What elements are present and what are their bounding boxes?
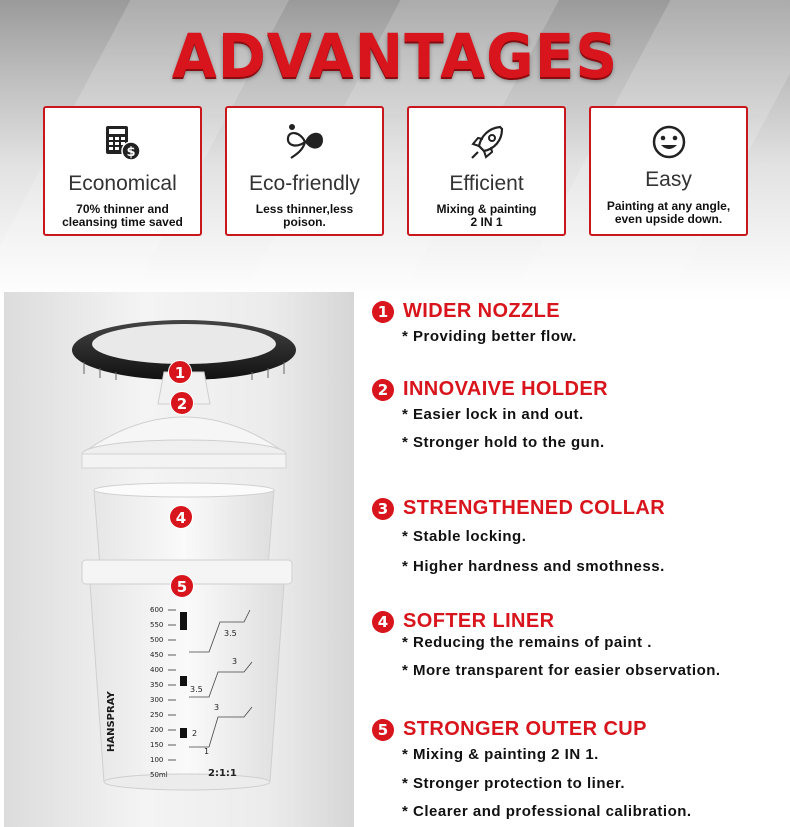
feature-title: INNOVAIVE HOLDER — [403, 378, 608, 400]
feature-number: 5 — [372, 719, 394, 741]
ratio-mark: 3 — [232, 657, 238, 666]
scale-label: 500 — [150, 636, 164, 644]
feature-4-heading — [372, 610, 554, 633]
scale-label: 400 — [150, 666, 164, 674]
card-desc-line2: poison. — [283, 215, 326, 229]
svg-text:$: $ — [125, 145, 136, 160]
card-desc-line2: 2 IN 1 — [470, 215, 503, 229]
ratio-mark: 1 — [204, 747, 210, 756]
ratio-label: 2:1:1 — [208, 768, 237, 779]
lid-with-nozzle — [82, 372, 286, 468]
ratio-mark: 3 — [214, 703, 220, 712]
feature-number: 1 — [372, 301, 394, 323]
card-economical — [43, 106, 202, 236]
feature-title: STRONGER OUTER CUP — [403, 718, 647, 740]
card-title: Eco-friendly — [249, 172, 360, 195]
page-title: ADVANTAGES — [171, 20, 619, 92]
card-desc-line1: Mixing & painting — [436, 202, 537, 216]
feature-5-line-2: * Stronger protection to liner. — [402, 775, 626, 792]
leaf-icon — [227, 122, 382, 162]
scale-label: 100 — [150, 756, 164, 764]
feature-2-line-1: * Easier lock in and out. — [402, 406, 584, 423]
scale-label: 250 — [150, 711, 164, 719]
feature-1-heading — [372, 300, 560, 323]
feature-3-heading — [372, 497, 665, 520]
feature-5-heading — [372, 718, 647, 741]
scale-label: 50ml — [150, 771, 168, 779]
feature-5-line-3: * Clearer and professional calibration. — [402, 803, 692, 820]
part-badge-2: 2 — [170, 391, 194, 415]
feature-number: 4 — [372, 611, 394, 633]
ratio-mark: 2 — [192, 729, 198, 738]
card-title: Economical — [68, 172, 177, 195]
scale-label: 300 — [150, 696, 164, 704]
brand-logo-text: HANSPRAY — [106, 691, 117, 752]
part-badge-1: 1 — [168, 360, 192, 384]
scale-label: 200 — [150, 726, 164, 734]
calculator-dollar-icon — [45, 122, 200, 162]
feature-number: 3 — [372, 498, 394, 520]
ratio-mark: 3.5 — [224, 629, 237, 638]
feature-5-line-1: * Mixing & painting 2 IN 1. — [402, 746, 599, 763]
card-desc-line1: Less thinner,less — [255, 202, 354, 216]
scale-label: 600 — [150, 606, 164, 614]
feature-4-line-1: * Reducing the remains of paint . — [402, 634, 652, 651]
feature-1-line-1: * Providing better flow. — [402, 328, 577, 345]
product-image-panel — [4, 292, 354, 827]
feature-3-line-1: * Stable locking. — [402, 528, 527, 545]
scale-label: 550 — [150, 621, 164, 629]
scale-label: 150 — [150, 741, 164, 749]
feature-4-line-2: * More transparent for easier observation. — [402, 662, 721, 679]
features-list — [372, 0, 790, 827]
card-desc-line2: cleansing time saved — [62, 215, 183, 229]
part-badge-4: 4 — [169, 505, 193, 529]
feature-2-heading — [372, 378, 608, 401]
card-title: Efficient — [449, 172, 524, 195]
feature-3-line-2: * Higher hardness and smothness. — [402, 558, 665, 575]
feature-number: 2 — [372, 379, 394, 401]
card-desc-line1: Painting at any angle, — [606, 199, 731, 213]
feature-2-line-2: * Stronger hold to the gun. — [402, 434, 605, 451]
ratio-mark: 3.5 — [190, 685, 203, 694]
card-title: Easy — [645, 168, 692, 191]
card-eco-friendly — [225, 106, 384, 236]
part-badge-5: 5 — [170, 574, 194, 598]
card-desc-line2: even upside down. — [614, 212, 723, 226]
scale-label: 450 — [150, 651, 164, 659]
card-desc-line1: 70% thinner and — [76, 202, 169, 216]
scale-label: 350 — [150, 681, 164, 689]
feature-title: SOFTER LINER — [403, 610, 555, 632]
feature-title: STRENGTHENED COLLAR — [403, 497, 666, 519]
feature-title: WIDER NOZZLE — [403, 300, 561, 322]
